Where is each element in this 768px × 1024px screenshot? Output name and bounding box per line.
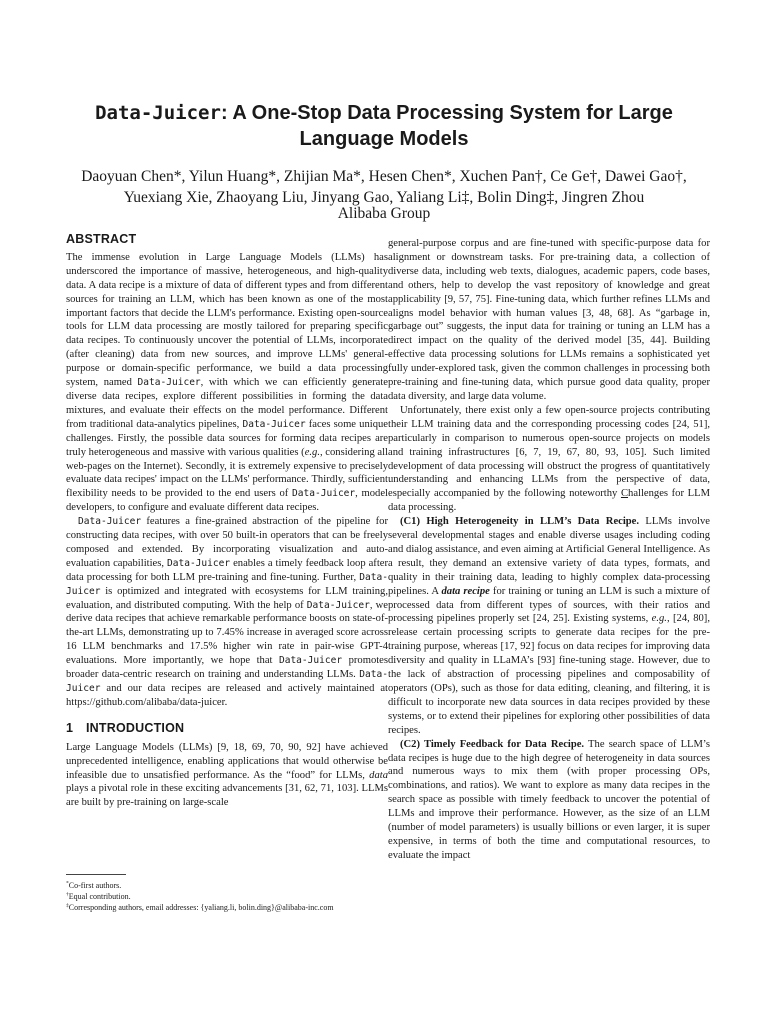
section-number: 1 bbox=[66, 720, 74, 735]
system-name: Data-Juicer bbox=[66, 669, 388, 694]
system-name: Data-Juicer bbox=[137, 377, 201, 389]
abstract-paragraph-1: The immense evolution in Large Language Models (LLMs) has underscored the importance of massive, heterogeneous, and high-quality data. A data recipe is a mixture of data of different types and from different sources for training an LLM, which has been known as one of the most important factors that decide the LLM's performance. Existing open-source tools for LLM data processing are mostly tailored for preparing specific data recipes. To continuously uncover the potential of LLMs, incorporate (after cleaning) data from new sources, and improve LLMs' general-purpose or domain-specific performance, we build a data processing system, named Data-Juicer, with which we can efficiently generate diverse data recipes, explore different possibilities in forming the data mixtures, and evaluate their effects on the model performance. Different from traditional data-analytics pipelines, Data-Juicer faces some unique challenges. Firstly, the possible data sources for forming data recipes are truly heterogeneous and massive with various qualities (e.g., considering all web-pages on the Internet). Secondly, it is extremely expensive to precisely evaluate data recipes' impact on the LLMs' performance. Thirdly, sufficient flexibility needs to be provided to the end users of Data-Juicer, model developers, to configure and evaluate different data recipes. bbox=[66, 251, 388, 514]
abstract-heading: ABSTRACT bbox=[66, 232, 137, 246]
authors-line-1: Daoyuan Chen*, Yilun Huang*, Zhijian Ma*, Hesen Chen*, Xuchen Pan†, Ce Ge†, Dawei Gao†, bbox=[81, 168, 687, 185]
system-name: Data-Juicer bbox=[242, 418, 306, 430]
introduction-heading bbox=[66, 722, 388, 736]
left-column bbox=[66, 233, 388, 810]
challenge-c2-paragraph: (C2) Timely Feedback for Data Recipe. The search space of LLM’s data recipes is huge due to the high degree of heterogeneity in data sources and numerous ways to mix them (with proper processing OPs, combinations, and ratios). We want to explore as many data recipes in the search space as possible with timely feedback to uncover the potential of LLMs and improve their performance. However, as the size of an LLM (number of model parameters) is usually billions or even larger, it is super expensive, in terms of both the time and computational resources, to evaluate the impact bbox=[388, 738, 710, 861]
challenge-c1-paragraph: (C1) High Heterogeneity in LLM’s Data Recipe. LLMs involve several developmental stages and enable diverse usages including coding and dialog assistance, and even aiming at Artificial General Intelligence. As a result, they demand an extensive variety of data types, formats, and quality in their training data, leading to highly complex data-processing pipelines. A data recipe for training or tuning an LLM is such a mixture of processed data from different types of sources, with their ratios and processing pipelines properly set [24, 25]. Existing systems, e.g., [24, 80], release certain processing scripts to generate data recipes for the pre-training purpose, whereas [17, 92] focus on data recipes for improving data diversity and quality in LLaMA’s [93] fine-tuning stage. However, due to the lack of abstraction of processing pipelines and composability of operators (OPs), such as those for data editing, cleaning, and filtering, it is difficult to incorporate new data sources in data recipes provided by these systems, or to extend their pipelines for exploring other possibilities of data recipes. bbox=[388, 516, 711, 736]
data-recipe-term: data recipe bbox=[441, 585, 490, 597]
footnote-rule bbox=[66, 874, 126, 875]
section-title: INTRODUCTION bbox=[86, 720, 185, 735]
authors-line-2: Yuexiang Xie, Zhaoyang Liu, Jinyang Gao, Yaliang Li‡, Bolin Ding‡, Jingren Zhou bbox=[123, 189, 645, 206]
system-name: Data-Juicer bbox=[166, 557, 231, 569]
affiliation: Alibaba Group bbox=[337, 205, 431, 222]
system-name: Data-Juicer bbox=[306, 599, 370, 611]
footnote-1: *Co-first authors. bbox=[66, 880, 122, 890]
right-paragraph-2: Unfortunately, there exist only a few open-source projects contributing their LLM training data and the corresponding processing codes [24, 51], particularly in comparison to numerous open-source projects on models and training infrastructures [6, 7, 19, 67, 80, 93, 105]. Such limited development of data processing will obstruct the progress of quantitatively understanding and enhancing LLMs from the perspective of data, especially accompanied by the following noteworthy Challenges for LLM data processing. bbox=[388, 404, 710, 514]
paper-title bbox=[60, 100, 708, 152]
right-paragraph-1: general-purpose corpus and are fine-tuned with specific-purpose data for alignment or downstream tasks. For pre-training data, a collection of diverse data, including web texts, dialogues, academic papers, code bases, and others, help to develop the vast repository of knowledge and great applicability [9, 57, 75]. Fine-tuning data, which further refines LLMs and aligns model behavior with human values [3, 48, 68]. As “garbage in, garbage out” suggests, the input data for training or tuning an LLM has a direct impact on the quality of the derived model [35, 44]. Building effective data processing solutions for LLMs remains a sophisticated yet fully under-explored task, given the common challenges in processing both pre-training and fine-tuning data, which pursue good data quality, proper data diversity, and large data volume. bbox=[388, 238, 710, 402]
footnote-3: ‡Corresponding authors, email addresses: {yaliang.li, bolin.ding}@alibaba-inc.com bbox=[66, 902, 334, 912]
system-name: Data-Juicer bbox=[78, 516, 142, 528]
challenge-c1-heading: (C1) High Heterogeneity in LLM’s Data Recipe. bbox=[400, 516, 640, 528]
system-name: Data-Juicer bbox=[66, 571, 388, 597]
intro-paragraph-1: Large Language Models (LLMs) [9, 18, 69, 70, 90, 92] have achieved unprecedented intelligence, enabling applications that would otherwise be infeasible due to unsatisfied performance. As the “food” for LLMs, data plays a pivotal role in these exciting advancements [31, 62, 71, 103]. LLMs are built by pre-training on large-scale bbox=[66, 741, 388, 809]
challenge-c2-heading: (C2) Timely Feedback for Data Recipe. bbox=[400, 738, 585, 750]
abstract-paragraph-2: Data-Juicer features a fine-grained abstraction of the pipeline for constructing data recipes, with over 50 built-in operators that can be freely composed and extended. By incorporating visualization and auto-evaluation capabilities, Data-Juicer enables a timely feedback loop after data processing for both LLM pre-training and fine-tuning. Further, Data-Juicer is optimized and integrated with ecosystems for LLM training, evaluation, and distributed computing. With the help of Data-Juicer, we derive data recipes that achieve remarkable performance boosts on state-of-the-art LLMs, demonstrating up to 7.45% increase in averaged score across 16 LLM benchmarks and 17.5% higher win rate in pair-wise GPT-4 evaluations. More importantly, we hope that Data-Juicer promotes broader data-centric research on training and understanding LLMs. Data-Juicer and our data recipes are released and actively maintained at https://github.com/alibaba/data-juicer. bbox=[66, 516, 389, 708]
title-system-name: Data-Juicer bbox=[95, 102, 221, 124]
author-list bbox=[60, 166, 708, 208]
title-text: : A One-Stop Data Processing System for Large Language Models bbox=[220, 102, 673, 150]
footnotes bbox=[66, 874, 386, 913]
footnote-2: †Equal contribution. bbox=[66, 891, 131, 901]
system-name: Data-Juicer bbox=[292, 488, 356, 500]
right-column bbox=[388, 237, 710, 863]
system-name: Data-Juicer bbox=[278, 655, 343, 667]
